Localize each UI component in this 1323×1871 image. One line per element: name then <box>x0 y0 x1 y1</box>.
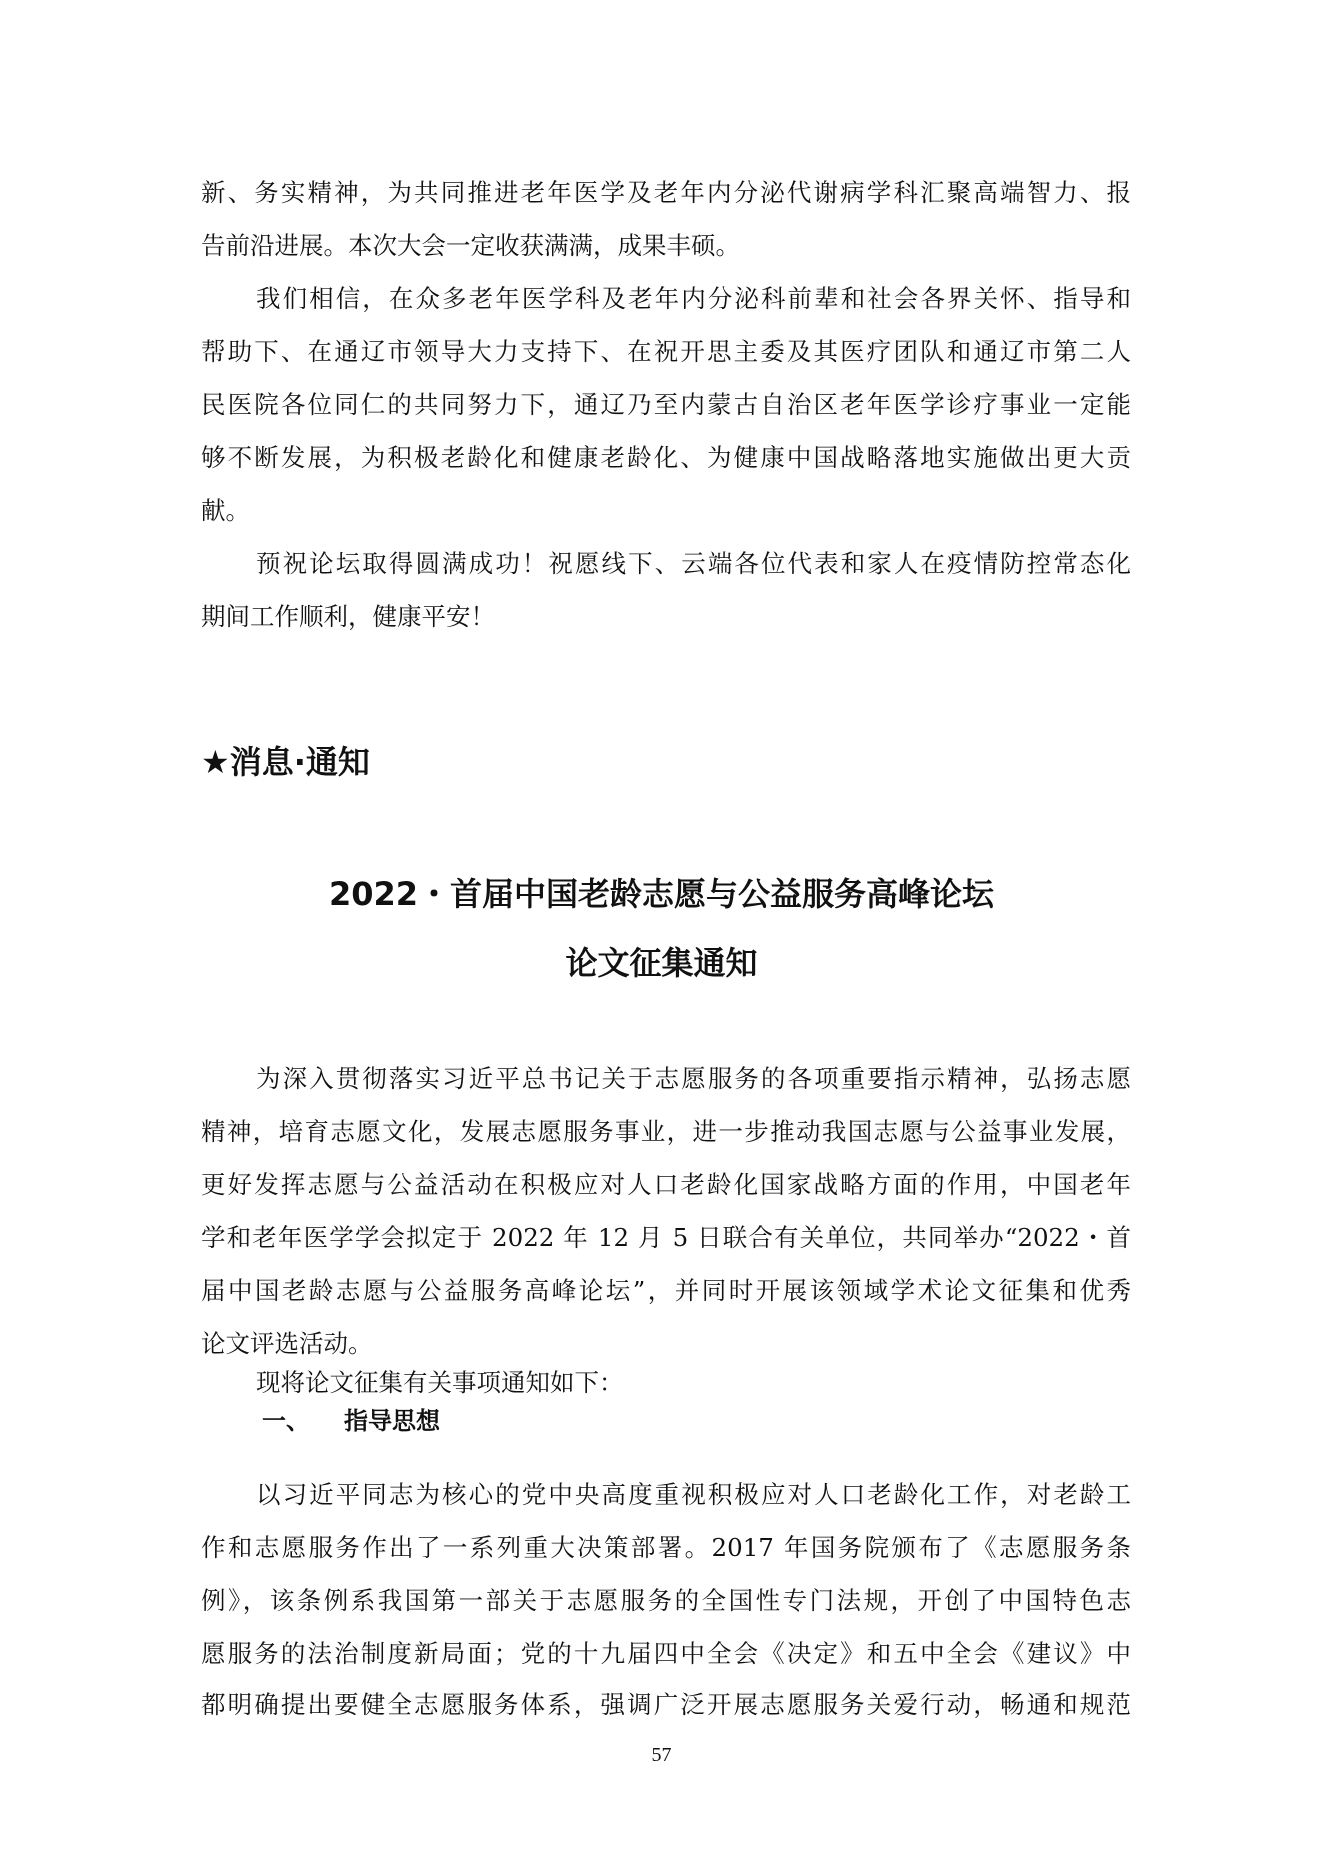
body-text-line: 作和志愿服务作出了一系列重大决策部署。2017 年国务院颁布了《志愿服务条 <box>201 1533 1131 1562</box>
body-text-line: 民医院各位同仁的共同努力下，通辽乃至内蒙古自治区老年医学诊疗事业一定能 <box>201 390 1131 419</box>
document-title: 2022・首届中国老龄志愿与公益服务高峰论坛 <box>328 875 995 913</box>
body-text-line: 为深入贯彻落实习近平总书记关于志愿服务的各项重要指示精神，弘扬志愿 <box>256 1064 1131 1093</box>
document-subtitle: 论文征集通知 <box>565 944 758 982</box>
section-heading: ★消息·通知 <box>201 743 370 781</box>
section-label: 指导思想 <box>344 1407 440 1435</box>
body-text-line: 帮助下、在通辽市领导大力支持下、在祝开思主委及其医疗团队和通辽市第二人 <box>201 337 1131 366</box>
section-one-heading <box>262 1404 440 1438</box>
body-text-line: 告前沿进展。本次大会一定收获满满，成果丰硕。 <box>201 231 740 260</box>
body-text-line: 够不断发展，为积极老龄化和健康老龄化、为健康中国战略落地实施做出更大贡 <box>201 443 1131 472</box>
body-text-line: 预祝论坛取得圆满成功！祝愿线下、云端各位代表和家人在疫情防控常态化 <box>256 549 1131 578</box>
body-text-line: 例》，该条例系我国第一部关于志愿服务的全国性专门法规，开创了中国特色志 <box>201 1586 1131 1615</box>
body-text-line: 精神，培育志愿文化，发展志愿服务事业，进一步推动我国志愿与公益事业发展， <box>201 1117 1131 1146</box>
body-text-line: 以习近平同志为核心的党中央高度重视积极应对人口老龄化工作，对老龄工 <box>256 1480 1131 1509</box>
body-text-line: 献。 <box>201 496 250 525</box>
section-number: 一、 <box>262 1407 310 1435</box>
body-text-line: 我们相信，在众多老年医学科及老年内分泌科前辈和社会各界关怀、指导和 <box>256 284 1131 313</box>
page-number: 57 <box>651 1744 672 1766</box>
body-text-line: 新、务实精神，为共同推进老年医学及老年内分泌代谢病学科汇聚高端智力、报 <box>201 178 1131 207</box>
body-text-line: 学和老年医学学会拟定于 2022 年 12 月 5 日联合有关单位，共同举办“2022・首 <box>201 1223 1131 1252</box>
body-text-line: 都明确提出要健全志愿服务体系，强调广泛开展志愿服务关爱行动，畅通和规范 <box>201 1690 1131 1719</box>
body-text-line: 愿服务的法治制度新局面；党的十九届四中全会《决定》和五中全会《建议》中 <box>201 1639 1131 1668</box>
body-text-line: 届中国老龄志愿与公益服务高峰论坛”，并同时开展该领域学术论文征集和优秀 <box>201 1276 1131 1305</box>
notice-intro: 现将论文征集有关事项通知如下： <box>256 1368 624 1397</box>
body-text-line: 论文评选活动。 <box>201 1329 373 1358</box>
body-text-line: 更好发挥志愿与公益活动在积极应对人口老龄化国家战略方面的作用，中国老年 <box>201 1170 1131 1199</box>
body-text-line: 期间工作顺利，健康平安！ <box>201 602 495 631</box>
